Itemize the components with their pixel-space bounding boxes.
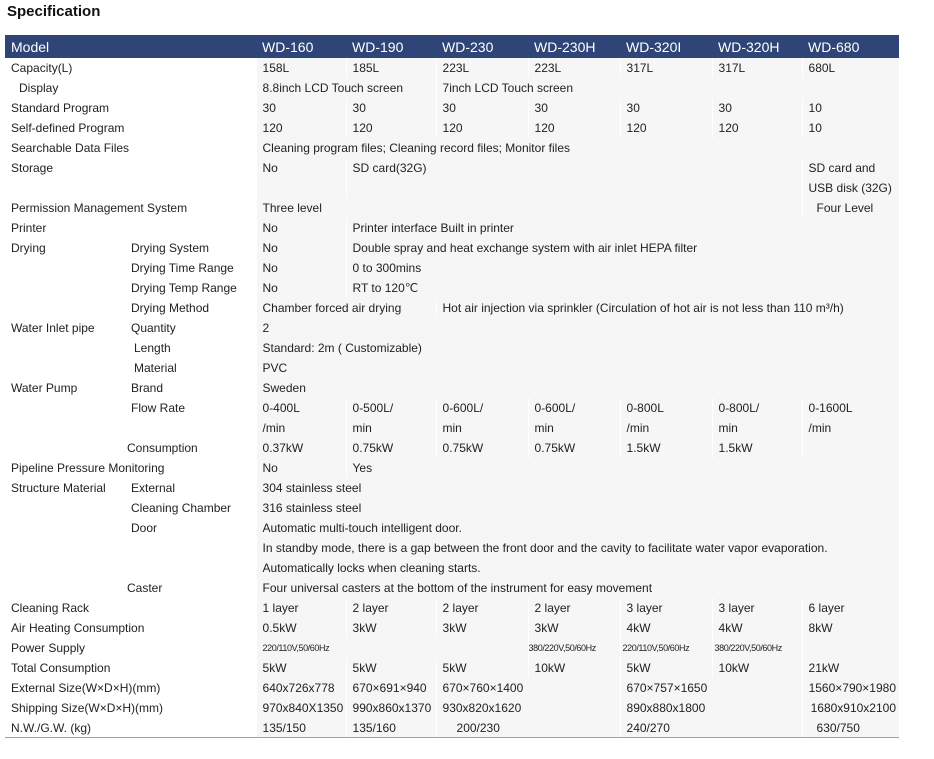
spec-table <box>5 35 899 738</box>
water-pump-brand-row <box>5 378 899 398</box>
row-sub-label: Drying Temp Range <box>125 278 256 298</box>
row-label: Display <box>5 78 256 98</box>
cell: No <box>256 218 346 238</box>
cell: SD card(32G) <box>346 158 802 198</box>
cell-line: min <box>534 421 554 435</box>
cell: 30 <box>346 98 436 118</box>
cell: 30 <box>528 98 620 118</box>
cell: 158L <box>256 58 346 78</box>
cell: No <box>256 458 346 478</box>
cell-line: Automatically locks when cleaning starts. <box>262 561 481 575</box>
row-label: Searchable Data Files <box>5 138 256 158</box>
cell: 10 <box>802 118 899 138</box>
cell: 8kW <box>802 618 899 638</box>
row-label: Storage <box>5 158 256 198</box>
row-label: Permission Management System <box>5 198 256 218</box>
cell: 10 <box>802 98 899 118</box>
table-bottom-rule <box>5 737 899 738</box>
cell-line: 0-800L <box>626 401 664 415</box>
row-label: External Size(W×D×H)(mm) <box>5 678 256 698</box>
cell: 8.8inch LCD Touch screen <box>256 78 436 98</box>
cell: 185L <box>346 58 436 78</box>
model-col: WD-680 <box>802 35 899 58</box>
cell: 1.5kW <box>620 438 712 458</box>
cell: 670×691×940 <box>346 678 436 698</box>
cell-line: Automatic multi-touch intelligent door. <box>262 521 462 535</box>
cell: 0.75kW <box>346 438 436 458</box>
cell: 135/150 <box>256 718 346 738</box>
cell: 0.75kW <box>436 438 528 458</box>
structure-door-row <box>5 518 899 578</box>
model-header-row <box>5 35 899 58</box>
cell: 640x726x778 <box>256 678 346 698</box>
storage-row <box>5 158 899 198</box>
cell: Yes <box>346 458 899 478</box>
cell: Standard: 2m ( Customizable) <box>256 338 899 358</box>
cell: 0.75kW <box>528 438 620 458</box>
row-label: Standard Program <box>5 98 256 118</box>
cell: 1.5kW <box>712 438 802 458</box>
cell: 4kW <box>712 618 802 638</box>
external-size-row <box>5 678 899 698</box>
cell: 2 layer <box>528 598 620 618</box>
row-group-label: Structure Material <box>5 478 125 498</box>
water-inlet-material-row <box>5 358 899 378</box>
shipping-size-row <box>5 698 899 718</box>
drying-time-row <box>5 258 899 278</box>
model-col: WD-320H <box>712 35 802 58</box>
row-label: Shipping Size(W×D×H)(mm) <box>5 698 256 718</box>
cell-line: 0-600L/ <box>442 401 484 415</box>
pump-consumption-row <box>5 438 899 458</box>
cell: 30 <box>436 98 528 118</box>
cell-line: /min <box>626 421 650 435</box>
cell-line: min <box>718 421 738 435</box>
weight-row <box>5 718 899 738</box>
cell: 21kW <box>802 658 899 678</box>
cell: 2 layer <box>346 598 436 618</box>
cell: 10kW <box>528 658 620 678</box>
cell: 3 layer <box>620 598 712 618</box>
row-sub-label: Brand <box>125 378 256 398</box>
cell: 120 <box>346 118 436 138</box>
cell-line: In standby mode, there is a gap between the front door and the cavity to facilitate water vapor evaporation. <box>262 541 828 555</box>
cell-line: 0-800L/ <box>718 401 760 415</box>
total-consumption-row <box>5 658 899 678</box>
cell-line: min <box>442 421 462 435</box>
model-col: WD-160 <box>256 35 346 58</box>
cell: Double spray and heat exchange system with air inlet HEPA filter <box>346 238 899 258</box>
cell: Sweden <box>256 378 899 398</box>
cell: 30 <box>712 98 802 118</box>
cell: PVC <box>256 358 899 378</box>
cell-line: min <box>352 421 372 435</box>
flow-rate-row <box>5 398 899 438</box>
searchable-row <box>5 138 899 158</box>
cell: 5kW <box>346 658 436 678</box>
cell: Cleaning program files; Cleaning record files; Monitor files <box>256 138 899 158</box>
cell-line: 0-500L/ <box>352 401 394 415</box>
cell-line: 0-600L/ <box>534 401 576 415</box>
cell: 1 layer <box>256 598 346 618</box>
pipeline-row <box>5 458 899 478</box>
cell: 3 layer <box>712 598 802 618</box>
water-inlet-length-row <box>5 338 899 358</box>
cell: 240/270 <box>620 718 802 738</box>
standard-program-row <box>5 98 899 118</box>
cell: Hot air injection via sprinkler (Circulation of hot air is not less than 110 m³/h) <box>436 298 899 318</box>
row-sub-label: Quantity <box>125 318 256 338</box>
cell: 3kW <box>346 618 436 638</box>
cell: No <box>256 238 346 258</box>
cell: 223L <box>436 58 528 78</box>
cell: 304 stainless steel <box>256 478 899 498</box>
cell: 120 <box>620 118 712 138</box>
cell: 30 <box>620 98 712 118</box>
cell: Four Level <box>802 198 899 218</box>
cell: 5kW <box>436 658 528 678</box>
model-col: WD-320I <box>620 35 712 58</box>
cell: 2 <box>256 318 899 338</box>
model-label: Model <box>5 35 256 58</box>
row-sub-label: Caster <box>125 578 256 598</box>
cell: 3kW <box>436 618 528 638</box>
cell: No <box>256 278 346 298</box>
cell: 317L <box>712 58 802 78</box>
cell: 670×757×1650 <box>620 678 802 698</box>
structure-external-row <box>5 478 899 498</box>
row-group-label: Water Inlet pipe <box>5 318 125 338</box>
self-defined-program-row <box>5 118 899 138</box>
cell: 135/160 <box>346 718 436 738</box>
cell: 3kW <box>528 618 620 638</box>
cell: 30 <box>256 98 346 118</box>
cell: 10kW <box>712 658 802 678</box>
cell: 220/110V,50/60Hz <box>256 638 528 658</box>
cell: 990x860x1370 <box>346 698 436 718</box>
drying-system-row <box>5 238 899 258</box>
row-label: Cleaning Rack <box>5 598 256 618</box>
cell: 2 layer <box>436 598 528 618</box>
drying-temp-row <box>5 278 899 298</box>
row-sub-label: Flow Rate <box>125 398 256 438</box>
cell: 6 layer <box>802 598 899 618</box>
row-label: Air Heating Consumption <box>5 618 256 638</box>
cell: 630/750 <box>802 718 899 738</box>
model-col: WD-190 <box>346 35 436 58</box>
cell: 670×760×1400 <box>436 678 620 698</box>
row-group-label: Water Pump <box>5 378 125 398</box>
model-col: WD-230H <box>528 35 620 58</box>
cell: 890x880x1800 <box>620 698 802 718</box>
cell: Chamber forced air drying <box>256 298 436 318</box>
cell: Four universal casters at the bottom of the instrument for easy movement <box>256 578 899 598</box>
row-label: Power Supply <box>5 638 256 658</box>
cell: 5kW <box>256 658 346 678</box>
cell-line: 0-400L <box>262 401 300 415</box>
cell-line: /min <box>262 421 286 435</box>
row-sub-label: Door <box>125 518 256 578</box>
row-label: Total Consumption <box>5 658 256 678</box>
cell: 970x840X1350 <box>256 698 346 718</box>
cleaning-rack-row <box>5 598 899 618</box>
row-label: Printer <box>5 218 256 238</box>
cell-line: /min <box>808 421 832 435</box>
row-label: N.W./G.W. (kg) <box>5 718 256 738</box>
cell: 120 <box>528 118 620 138</box>
cell: 120 <box>712 118 802 138</box>
cell: 316 stainless steel <box>256 498 899 518</box>
cell: No <box>256 258 346 278</box>
row-label: Self-defined Program <box>5 118 256 138</box>
row-sub-label: Material <box>125 358 256 378</box>
cell: RT to 120℃ <box>346 278 899 298</box>
cell-line: 0-1600L <box>808 401 853 415</box>
cell: 0 to 300mins <box>346 258 899 278</box>
cell: 0.5kW <box>256 618 346 638</box>
cell: 120 <box>256 118 346 138</box>
row-sub-label: Length <box>125 338 256 358</box>
cell: 220/110V,50/60Hz <box>620 638 712 658</box>
model-col: WD-230 <box>436 35 528 58</box>
power-supply-row <box>5 638 899 658</box>
cell: No <box>256 158 346 198</box>
row-label: Capacity(L) <box>5 58 256 78</box>
cell: SD card and USB disk (32G) <box>802 158 899 198</box>
row-group-label: Drying <box>5 238 125 258</box>
cell: Printer interface Built in printer <box>346 218 899 238</box>
row-sub-label: Cleaning Chamber <box>125 498 256 518</box>
display-row <box>5 78 899 98</box>
row-sub-label: Drying Time Range <box>125 258 256 278</box>
cell: 930x820x1620 <box>436 698 620 718</box>
cell: 5kW <box>620 658 712 678</box>
printer-row <box>5 218 899 238</box>
cell: 380/220V,50/60Hz <box>712 638 802 658</box>
cell: 120 <box>436 118 528 138</box>
water-inlet-quantity-row <box>5 318 899 338</box>
cell: 4kW <box>620 618 712 638</box>
cell: 200/230 <box>436 718 620 738</box>
capacity-row <box>5 58 899 78</box>
row-sub-label: Drying System <box>125 238 256 258</box>
cell: 7inch LCD Touch screen <box>436 78 899 98</box>
page-title: Specification <box>7 3 101 20</box>
row-sub-label: External <box>125 478 256 498</box>
caster-row <box>5 578 899 598</box>
cell: 223L <box>528 58 620 78</box>
cell: 680L <box>802 58 899 78</box>
drying-method-row <box>5 298 899 318</box>
structure-chamber-row <box>5 498 899 518</box>
cell: Three level <box>256 198 802 218</box>
permission-row <box>5 198 899 218</box>
cell: 1560×790×1980 <box>802 678 899 698</box>
cell: 317L <box>620 58 712 78</box>
cell: 0.37kW <box>256 438 346 458</box>
row-label: Pipeline Pressure Monitoring <box>5 458 256 478</box>
row-sub-label: Consumption <box>125 438 256 458</box>
air-heating-row <box>5 618 899 638</box>
row-sub-label: Drying Method <box>125 298 256 318</box>
cell: 1680x910x2100 <box>802 698 899 718</box>
cell: 380/220V,50/60Hz <box>528 638 620 658</box>
